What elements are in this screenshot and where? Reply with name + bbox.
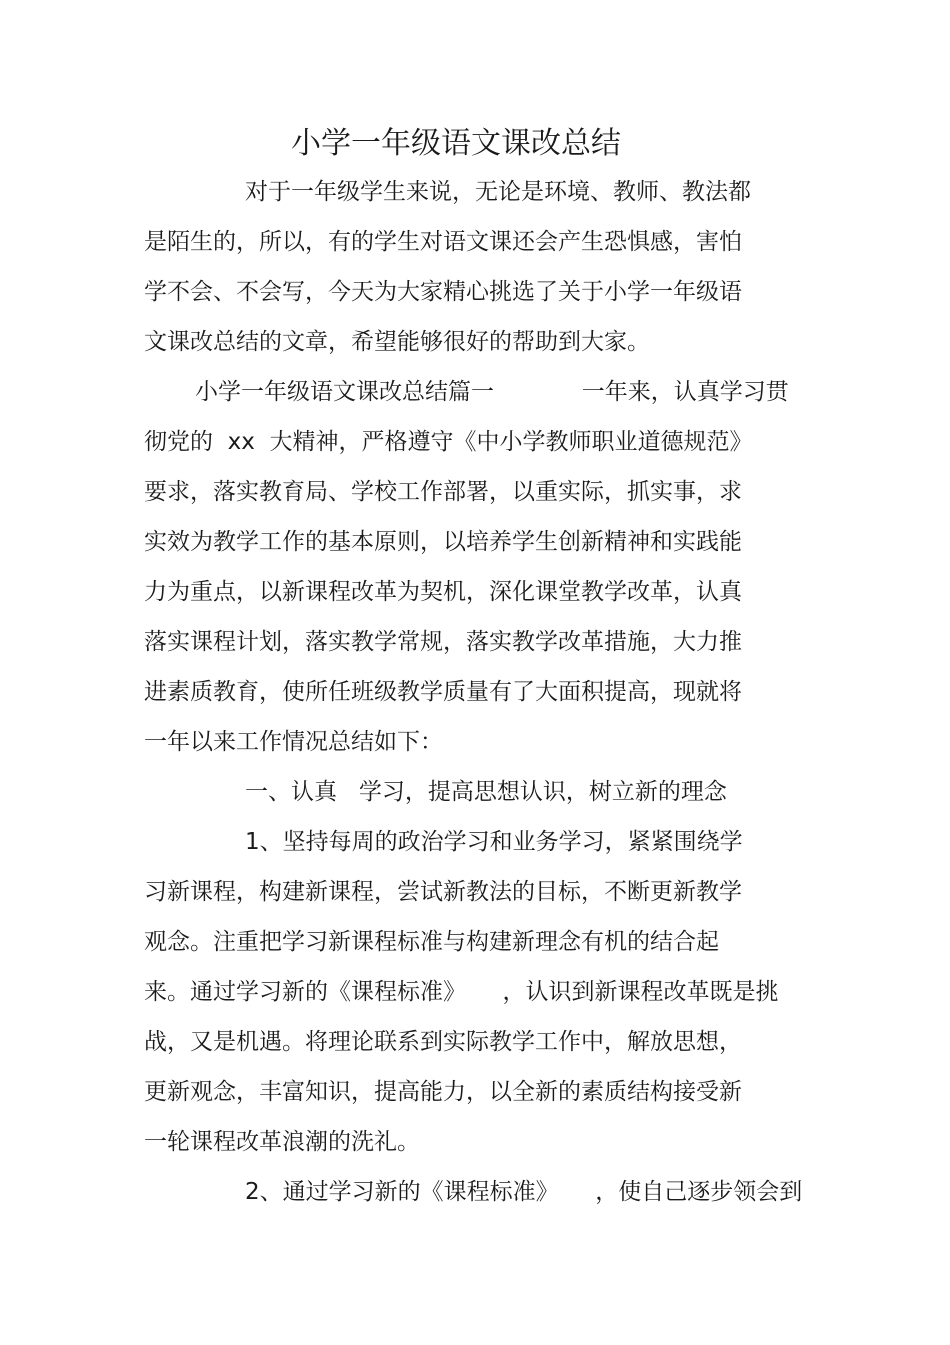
paragraph-line: 落实课程计划，落实教学常规，落实教学改革措施，大力推 — [144, 629, 742, 655]
document-title: 小学一年级语文课改总结 — [291, 126, 621, 161]
section-heading: 一、认真 学习，提高思想认识，树立新的理念 — [245, 779, 727, 805]
paragraph-line: 观念。注重把学习新课程标准与构建新理念有机的结合起 — [144, 929, 719, 955]
paragraph-line: 要求，落实教育局、学校工作部署，以重实际，抓实事，求 — [144, 479, 742, 505]
paragraph-line: 战，又是机遇。将理论联系到实际教学工作中，解放思想， — [144, 1029, 742, 1055]
paragraph-line: 习新课程，构建新课程，尝试新教法的目标，不断更新教学 — [144, 879, 742, 905]
paragraph-line: 是陌生的，所以，有的学生对语文课还会产生恐惧感，害怕 — [144, 229, 742, 255]
paragraph-line: 进素质教育，使所任班级教学质量有了大面积提高，现就将 — [144, 679, 742, 705]
paragraph-line: 对于一年级学生来说，无论是环境、教师、教法都 — [245, 179, 751, 205]
paragraph-line: 来。通过学习新的《课程标准》 ，认识到新课程改革既是挑 — [144, 979, 779, 1005]
paragraph-line: 小学一年级语文课改总结篇一 一年来，认真学习贯 — [195, 379, 789, 405]
paragraph-line: 学不会、不会写，今天为大家精心挑选了关于小学一年级语 — [144, 279, 742, 305]
paragraph-line: 彻党的 xx 大精神，严格遵守《中小学教师职业道德规范》 — [144, 429, 753, 455]
paragraph-line: 更新观念，丰富知识，提高能力，以全新的素质结构接受新 — [144, 1079, 742, 1105]
paragraph-line: 2、通过学习新的《课程标准》 ，使自己逐步领会到 — [245, 1179, 803, 1205]
paragraph-line: 文课改总结的文章，希望能够很好的帮助到大家。 — [144, 329, 650, 355]
paragraph-line: 一轮课程改革浪潮的洗礼。 — [144, 1129, 420, 1155]
paragraph-line: 力为重点，以新课程改革为契机，深化课堂教学改革，认真 — [144, 579, 742, 605]
paragraph-line: 实效为教学工作的基本原则，以培养学生创新精神和实践能 — [144, 529, 742, 555]
paragraph-line: 一年以来工作情况总结如下： — [144, 729, 443, 755]
paragraph-line: 1、坚持每周的政治学习和业务学习，紧紧围绕学 — [245, 829, 743, 855]
